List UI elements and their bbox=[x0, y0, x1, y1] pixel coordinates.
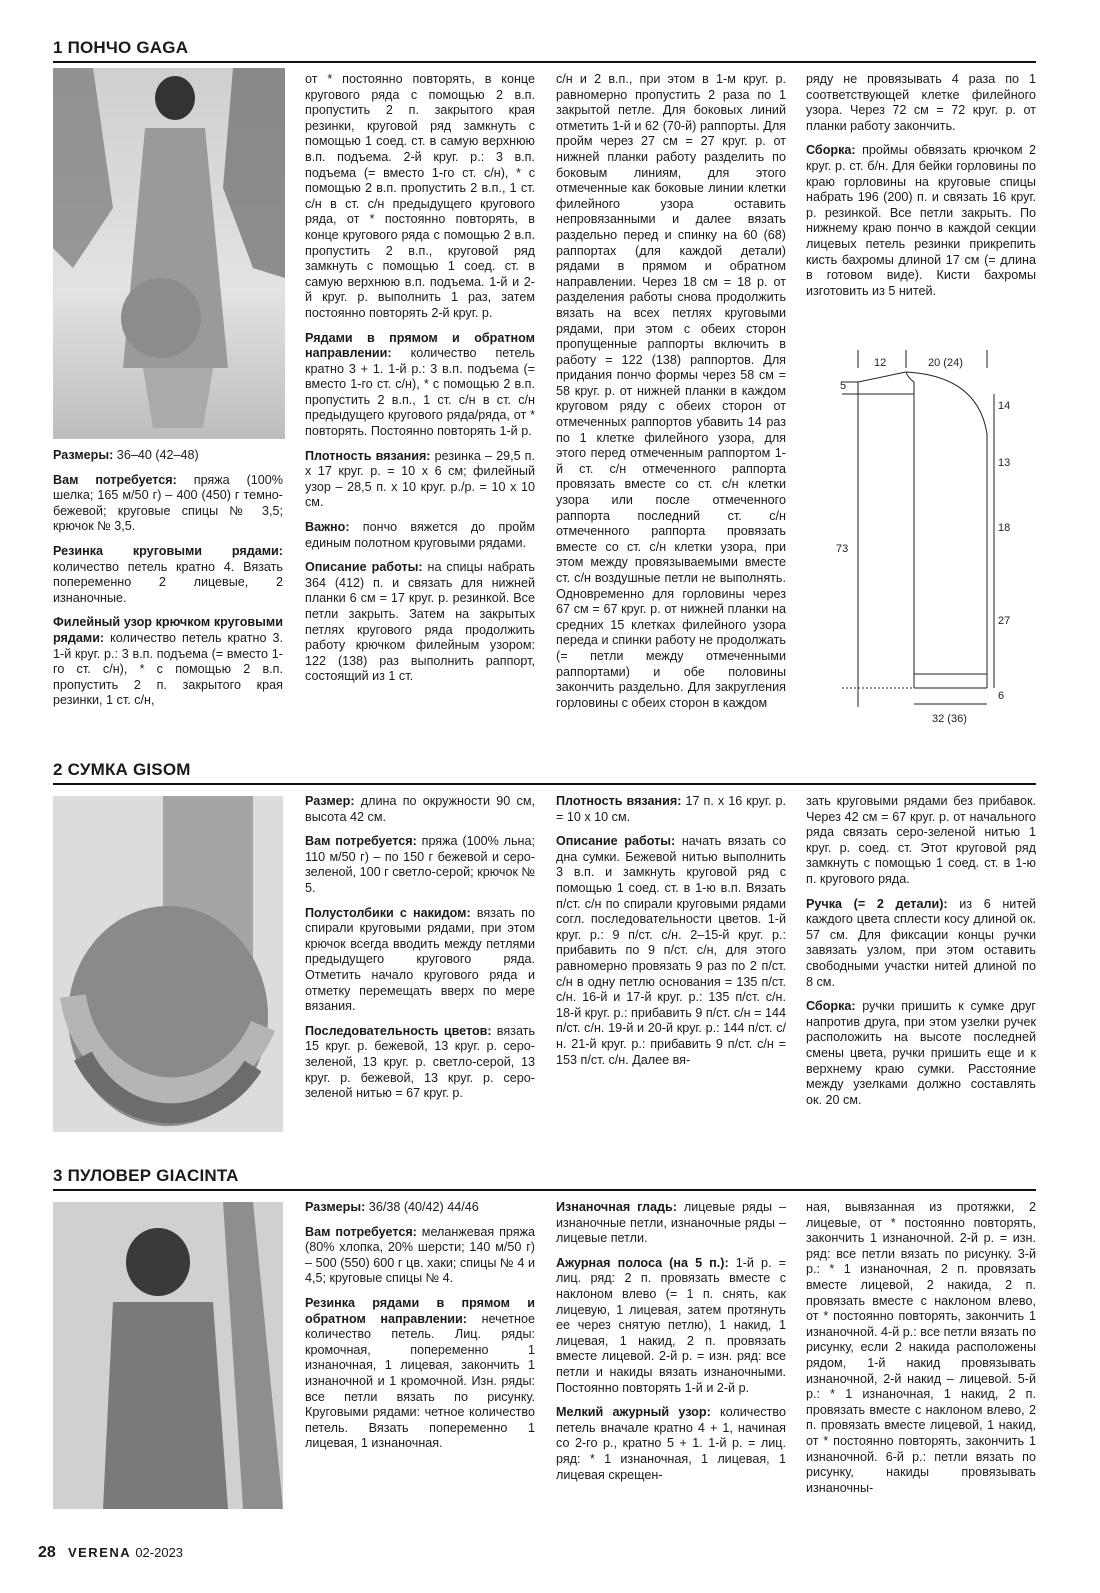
paragraph bbox=[556, 72, 786, 711]
schema-label-r2: 13 bbox=[998, 457, 1011, 469]
schema-label-top-right: 20 (24) bbox=[928, 357, 963, 369]
bag-column-3 bbox=[556, 794, 786, 1077]
paragraph bbox=[53, 473, 283, 535]
paragraph-text: меланжевая пряжа (80% хлопка, 20% шерсти; 140 м/50 г) – 500 (550) 600 г цв. хаки; спицы № 4 и 4,5; круговые спицы № 4. bbox=[305, 1224, 536, 1286]
paragraph-text: лицевые ряды – изнаночные петли, изнаночные ряды – лицевые петли. bbox=[556, 1200, 786, 1246]
paragraph-heading: Описание работы: bbox=[556, 834, 676, 849]
paragraph bbox=[556, 1405, 786, 1483]
paragraph-text: вязать 15 круг. р. бежевой, 13 круг. р. серо-зеленой, 13 круг. р. светло-серой, 13 круг. р. бежевой, 13 круг. р. серо-зеленой нитью = 67 круг. р. bbox=[305, 1023, 536, 1101]
paragraph-heading: Размеры: bbox=[53, 448, 114, 462]
paragraph-heading: Вам потребуется: bbox=[53, 472, 177, 487]
section-title-poncho: 1 ПОНЧО GAGA bbox=[53, 38, 1036, 63]
paragraph-text: резинка – 29,5 п. x 17 круг. р. = 10 x 6 см; филейный узор – 28,5 п. x 10 круг. р./р. = 10 x 10 см. bbox=[305, 448, 535, 510]
bag-column-2 bbox=[305, 794, 535, 1111]
paragraph-heading: Ажурная полоса (на 5 п.): bbox=[556, 1255, 729, 1270]
paragraph-text: вязать по спирали круговыми рядами, при этом крючок всегда вводить между петлями предыдущего кругового ряда. Отметить начало кругового ряда и отметку перемещать вверх по мере вязания. bbox=[305, 905, 535, 1014]
pullover-column-3 bbox=[556, 1200, 786, 1492]
poncho-column-1 bbox=[53, 448, 283, 718]
paragraph bbox=[305, 449, 535, 511]
paragraph-text: 36–40 (42–48) bbox=[113, 448, 199, 462]
paragraph-heading: Вам потребуется: bbox=[305, 834, 417, 849]
paragraph-heading: Филейный узор крючком круговыми рядами: bbox=[53, 615, 283, 645]
paragraph-text: длина по окружности 90 см, высота 42 см. bbox=[305, 794, 535, 824]
paragraph bbox=[305, 560, 535, 685]
paragraph-text: на спицы набрать 364 (412) п. и связать для нижней планки 6 см = 17 круг. р. резинкой. Все петли закрыть. Затем на закрытых петлях кругового ряда продолжить работу крючком филейным узором: 122 (138) раз выполнить раппорт, состоящий из 1 ст. bbox=[305, 560, 535, 684]
paragraph bbox=[53, 448, 283, 464]
bag-column-4 bbox=[806, 794, 1036, 1117]
paragraph-heading: Сборка: bbox=[806, 143, 856, 158]
schema-label-height: 73 bbox=[836, 543, 849, 555]
paragraph-text: из 6 нитей каждого цвета сплести косу длиной ок. 57 см. Для фиксации концы ручки завязать узлом, при этом оставить свободными участки нитей длиной по 8 см. bbox=[806, 896, 1036, 989]
paragraph-text: проймы обвязать крючком 2 круг. р. ст. б/н. Для бейки горловины по краю горловины на круговые спицы набрать 196 (200) п. и связать 16 круг. р. резинкой. Все петли закрыть. По нижнему краю пончо в каждой секции лицевых петель резинки прикрепить кисть бахромы длиной 17 см (= длина в готовом виде). Кисти бахромы изготовить из 5 нитей. bbox=[806, 143, 1036, 298]
paragraph-text: пряжа (100% льна; 110 м/50 г) – по 150 г бежевой и серо-зеленой, 100 г светло-серой; крючок № 5. bbox=[305, 834, 535, 895]
paragraph-text: с/н и 2 в.п., при этом в 1-м круг. р. равномерно пропустить 2 раза по 1 закрытой петле. Для боковых линий отметить 1-й и 62 (70-й) раппорты. Для пройм через 27 см = 27 круг. р. от нижней планки работу разделить по боковым линиям, для этого отмеченные как боковые линии клетки филейного узора оставить непровязанными и далее вязать раздельно перед и спинку на 60 (68) раппортах (для каждой детали) рядами в прямом и обратном направлении. Через 18 см = 18 р. от разделения работы снова продолжить вязать на всех петлях круговыми рядами, при этом с обеих сторон пропущенные раппорты включить в работу = 122 (138) раппортов. Для придания пончо формы через 58 см = 58 круг. р. от нижней планки в каждом круговом ряду с обеих сторон от отмеченных раппортов убавить 14 раз по 1 клетке филейного узора, для этого перед отмеченным раппортом 1-й ст. с/н отмеченного раппорта провязать вместе со ст. с/н клетки узора или после отмеченного раппорта последний ст. с/н отмеченного раппорта провязать вместе со ст. с/н клетки узора, при этом между провязываемыми вместе ст. с/н воздушные петли не выполнять. Одновременно для горловины через 67 см = 67 круг. р. от нижней планки на средних 15 клетках филейного узора переда и спинки работу не продолжать (= петли между отмеченными раппортами) и обе половины закончить раздельно. Для закругления горловины с обеих сторон в каждом bbox=[556, 72, 786, 710]
paragraph-text: нечетное количество петель. Лиц. ряды: кромочная, попеременно 1 изнаночная, 1 лицевая, закончить 1 изнаночной и 1 кромочной. Изн. ряды: все петли вязать по рисунку. Круговыми рядами: четное количество петель. Вязать попеременно 1 лицевая, 1 изнаночная. bbox=[305, 1311, 535, 1451]
paragraph-text: количество петель кратно 4. Вязать попеременно 2 лицевые, 2 изнаночные. bbox=[53, 559, 283, 605]
paragraph-heading: Полустолбики с накидом: bbox=[305, 905, 471, 920]
paragraph-heading: Плотность вязания: bbox=[556, 794, 682, 808]
paragraph bbox=[305, 331, 535, 440]
paragraph-text: ручки пришить к сумке друг напротив друга, при этом узелки ручек расположить на высоте последней смены цвета, ручки пришить еще и к верхнему краю сумки. Расстояние между узелками должно составлять ок. 20 см. bbox=[806, 999, 1036, 1107]
paragraph-heading: Резинка рядами в прямом и обратном направлении: bbox=[305, 1295, 535, 1326]
paragraph bbox=[305, 1225, 535, 1287]
paragraph-text: количество петель кратно 3. 1-й круг. р.: 3 в.п. подъема (= вместо 1-го ст. с/н), * с помощью 2 в.п. пропустить 2 п. закрытого края резинки, 1 ст. с/н, bbox=[53, 630, 283, 708]
poncho-photo bbox=[53, 68, 285, 439]
schema-label-top-left: 12 bbox=[874, 357, 887, 369]
schema-label-r3: 18 bbox=[998, 522, 1011, 534]
schema-label-r4: 27 bbox=[998, 615, 1011, 627]
poncho-column-4 bbox=[806, 72, 1036, 308]
paragraph bbox=[305, 906, 535, 1015]
paragraph bbox=[305, 1200, 535, 1216]
paragraph-heading: Рядами в прямом и обратном направлении: bbox=[305, 330, 535, 361]
paragraph bbox=[53, 544, 283, 606]
schema-label-bottom: 32 (36) bbox=[932, 713, 967, 725]
paragraph bbox=[806, 72, 1036, 134]
paragraph-text: 1-й р. = лиц. ряд: 2 п. провязать вместе с наклоном влево (= 1 п. снять, как лицевую, 1 лицевая, затем протянуть ее через снятую петлю), 1 накид, 1 лицевая, 1 накид, 2 п. провязать вместе лицевой. 2-й р. = изн. ряд: все петли и накиды вязать изнаночными. Постоянно повторять 1-й и 2-й р. bbox=[556, 1255, 786, 1395]
page-number: 28 bbox=[38, 1544, 56, 1561]
paragraph-text: количество петель вначале кратно 4 + 1, начиная со 2-го р., кратно 5 + 1. 1-й р. = лиц. ряд: * 1 изнаночная, 1 лицевая, 1 лицевая скрещен- bbox=[556, 1405, 786, 1482]
paragraph bbox=[806, 794, 1036, 888]
paragraph-heading: Изнаночная гладь: bbox=[556, 1200, 677, 1214]
schema-label-neck: 5 bbox=[840, 380, 847, 392]
bag-photo bbox=[53, 796, 283, 1132]
paragraph-heading: Описание работы: bbox=[305, 560, 423, 575]
paragraph-text: количество петель кратно 3 + 1. 1-й р.: 3 в.п. подъема (= вместо 1-го ст. с/н), * с помощью 2 в.п. пропустить 2 в.п., 1 ст. с/н в ст. с/н предыдущего кругового ряда/ряда, от * повторять. Постоянно повторять 1-й р. bbox=[305, 346, 535, 439]
paragraph bbox=[556, 1256, 786, 1396]
poncho-schema bbox=[822, 342, 1022, 742]
paragraph-heading: Плотность вязания: bbox=[305, 448, 431, 463]
paragraph-heading: Размер: bbox=[305, 794, 355, 808]
paragraph bbox=[305, 520, 535, 551]
paragraph-text: ная, вывязанная из протяжки, 2 лицевые, от * постоянно повторять, закончить 1 изнаночной. 2-й р. = изн. ряд: все петли вязать по рисунку. 3-й р.: * 1 изнаночная, 2 п. провязать вместе лицевой, 2 накида, 2 п. провязать вместе с наклоном влево, от * постоянно повторять, закончить 1 изнаночной. 4-й р.: все петли вязать по рисунку, если 2 накида расположены рядом, 1-й накид провязывать изнаночной, 2-й накид – лицевой. 5-й р.: * 1 изнаночная, 1 накид, 2 п. провязать вместе с наклоном влево, 2 п. провязать вместе лицевой, 1 накид, от * постоянно повторять, закончить 1 изнаночной. 6-й р.: петли вязать по рисунку, накиды провязывать изнаночны- bbox=[806, 1200, 1036, 1495]
paragraph-heading: Резинка круговыми рядами: bbox=[53, 543, 283, 558]
paragraph-heading: Ручка (= 2 детали): bbox=[806, 896, 948, 911]
paragraph bbox=[556, 1200, 786, 1247]
paragraph bbox=[53, 615, 283, 709]
paragraph bbox=[556, 834, 786, 1068]
section-title-bag: 2 СУМКА GISOM bbox=[53, 760, 1036, 785]
paragraph bbox=[305, 1296, 535, 1452]
paragraph-text: от * постоянно повторять, в конце кругового ряда с помощью 2 в.п. пропустить 2 п. закрытого края резинки, круговой ряд замкнуть с помощью 1 соед. ст. в самую верхнюю в.п. подъема. 2-й круг. р.: 3 в.п. подъема (= вместо 1-го ст. с/н), * с помощью 2 в.п. пропустить 2 в.п., 1 ст. с/н в ст. с/н предыдущего кругового ряда, от * постоянно повторять, в конце кругового ряда с помощью 2 в.п. пропустить 2 в.п., круговой ряд замкнуть с помощью 1 соед. ст. в самую верхнюю в.п. подъема. 1-й и 2-й круг. р. выполнить 1 раз, затем постоянно повторять 2-й круг. р. bbox=[305, 72, 535, 320]
paragraph bbox=[806, 143, 1036, 299]
schema-label-r1: 14 bbox=[998, 400, 1011, 412]
paragraph bbox=[806, 1200, 1036, 1496]
paragraph-text: пончо вяжется до пройм единым полотном круговыми рядами. bbox=[305, 520, 535, 550]
pullover-column-4 bbox=[806, 1200, 1036, 1505]
issue-number: 02-2023 bbox=[135, 1545, 184, 1560]
paragraph-heading: Мелкий ажурный узор: bbox=[556, 1405, 711, 1420]
paragraph bbox=[806, 897, 1036, 991]
paragraph bbox=[305, 72, 535, 322]
paragraph-heading: Размеры: bbox=[305, 1200, 366, 1214]
paragraph-text: пряжа (100% шелка; 165 м/50 г) – 400 (450) г темно-бежевой; круговые спицы № 3,5; крючок № 3,5. bbox=[53, 472, 283, 534]
paragraph bbox=[806, 999, 1036, 1108]
paragraph bbox=[305, 794, 535, 825]
pullover-photo bbox=[53, 1202, 283, 1509]
paragraph bbox=[305, 1024, 535, 1102]
poncho-column-2 bbox=[305, 72, 535, 694]
paragraph bbox=[305, 834, 535, 896]
paragraph-text: 36/38 (40/42) 44/46 bbox=[365, 1200, 479, 1214]
paragraph-text: 17 п. x 16 круг. р. = 10 x 10 см. bbox=[556, 794, 786, 824]
paragraph bbox=[556, 794, 786, 825]
paragraph-heading: Вам потребуется: bbox=[305, 1224, 417, 1239]
paragraph-text: начать вязать со дна сумки. Бежевой нитью выполнить 3 в.п. и замкнуть круговой ряд с помощью 1 соед. ст. в 1-ю в.п. Вязать п/ст. с/н по спирали круговыми рядами согл. последовательности цветов. 1-й круг. р.: 9 п/ст. с/н. 2–15-й круг. р.: прибавить по 9 п/ст. с/н, для этого равномерно провязать 9 раз по 2 п/ст. с/н в одну петлю основания = 135 п/ст. с/н. 16-й и 17-й круг. р.: 135 п/ст. с/н. 18-й круг. р.: прибавить 9 п/ст. с/н = 144 п/ст. с/н. 19-й и 20-й круг. р.: 144 п/ст. с/н. 21-й круг. р.: прибавить 9 п/ст. с/н = 153 п/ст. с/н. Далее вя- bbox=[556, 834, 786, 1067]
paragraph-text: ряду не провязывать 4 раза по 1 соответствующей клетке филейного узора. Через 72 см = 72 круг. р. от планки работу закончить. bbox=[806, 72, 1036, 133]
poncho-column-3 bbox=[556, 72, 786, 720]
paragraph-heading: Последовательность цветов: bbox=[305, 1023, 492, 1038]
paragraph-text: зать круговыми рядами без прибавок. Через 42 см = 67 круг. р. от начального ряда связать серо-зеленой нитью 1 круг. р. соед. ст. Этот круговой ряд замкнуть с помощью 1 соед. ст. в 1-ю п. кругового ряда. bbox=[806, 794, 1036, 886]
paragraph-heading: Важно: bbox=[305, 520, 350, 535]
section-title-pullover: 3 ПУЛОВЕР GIACINTA bbox=[53, 1166, 1036, 1191]
magazine-name: VERENA bbox=[67, 1545, 132, 1560]
page-footer bbox=[38, 1544, 183, 1562]
schema-label-r5: 6 bbox=[998, 690, 1005, 702]
paragraph-heading: Сборка: bbox=[806, 999, 856, 1014]
pullover-column-2 bbox=[305, 1200, 535, 1461]
